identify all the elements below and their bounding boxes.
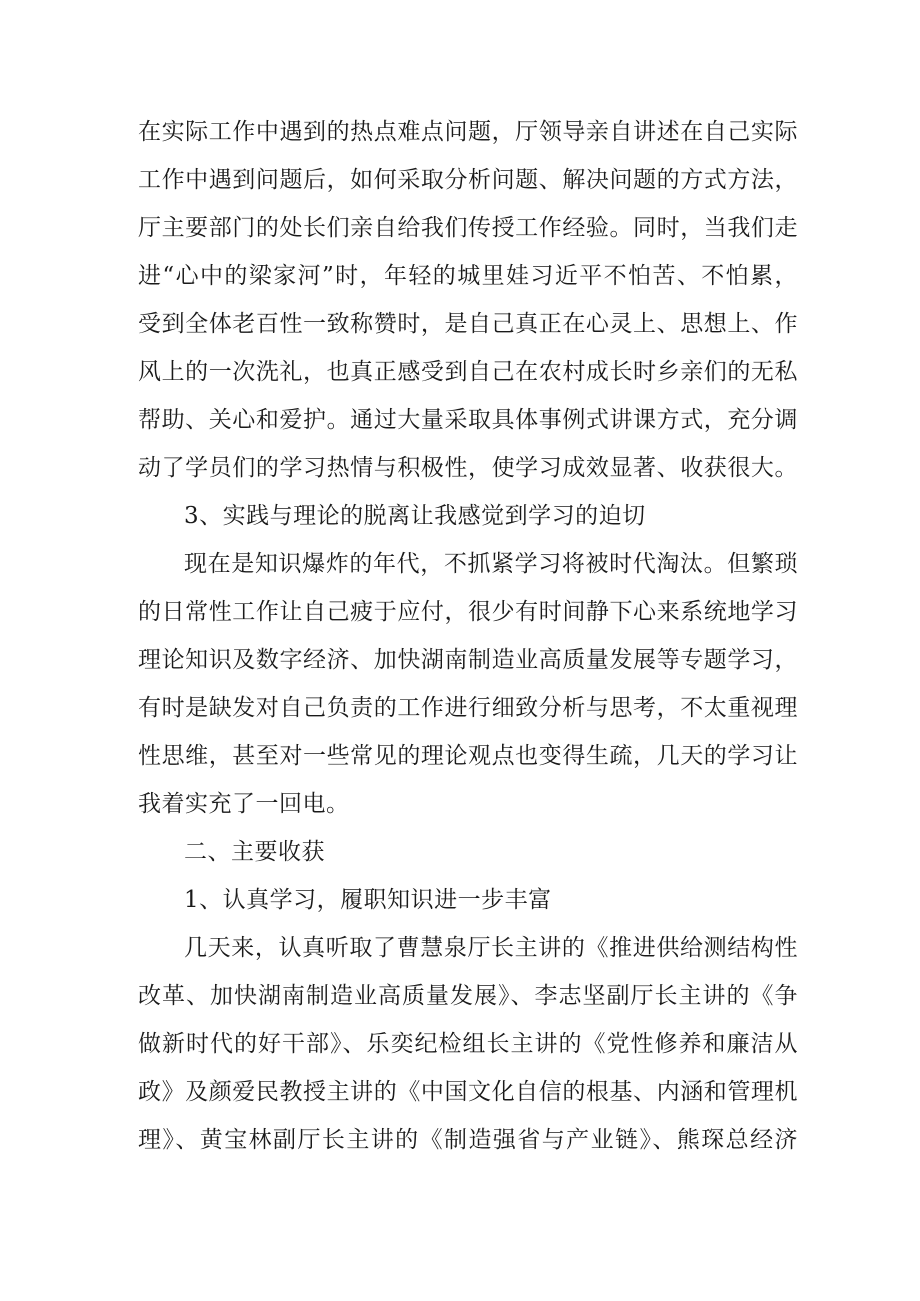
text-line: 做新时代的好干部》、乐奕纪检组长主讲的《党性修养和廉洁从 xyxy=(138,1031,798,1057)
text-line: 理》、黄宝林副厅长主讲的《制造强省与产业链》、熊琛总经济 xyxy=(138,1127,798,1153)
subsection-heading: 3、实践与理论的脱离让我感觉到学习的迫切 xyxy=(184,503,646,529)
text-line: 工作中遇到问题后，如何采取分析问题、解决问题的方式方法， xyxy=(138,167,798,193)
text-line: 受到全体老百性一致称赞时，是自己真正在心灵上、思想上、作 xyxy=(138,311,798,337)
text-line: 有时是缺发对自己负责的工作进行细致分析与思考，不太重视理 xyxy=(138,695,798,721)
text-line: 的日常性工作让自己疲于应付，很少有时间静下心来系统地学习 xyxy=(138,599,798,625)
text-line: 理论知识及数字经济、加快湖南制造业高质量发展等专题学习， xyxy=(138,647,798,673)
paragraph-first-line: 现在是知识爆炸的年代，不抓紧学习将被时代淘汰。但繁琐 xyxy=(184,551,798,577)
text-line: 在实际工作中遇到的热点难点问题，厅领导亲自讲述在自己实际 xyxy=(138,119,798,145)
paragraph-first-line: 几天来，认真听取了曹慧泉厅长主讲的《推进供给测结构性 xyxy=(184,935,798,961)
document-body xyxy=(138,108,798,1164)
text-line: 厅主要部门的处长们亲自给我们传授工作经验。同时，当我们走 xyxy=(138,215,798,241)
text-line: 性思维，甚至对一些常见的理论观点也变得生疏，几天的学习让 xyxy=(138,743,798,769)
text-line: 改革、加快湖南制造业高质量发展》、李志坚副厅长主讲的《争 xyxy=(138,983,798,1009)
text-line-last: 我着实充了一回电。 xyxy=(138,791,350,817)
subsection-heading: 1、认真学习，履职知识进一步丰富 xyxy=(184,887,552,913)
text-line: 帮助、关心和爱护。通过大量采取具体事例式讲课方式，充分调 xyxy=(138,407,798,433)
text-line: 动了学员们的学习热情与积极性，使学习成效显著、收获很大。 xyxy=(138,455,798,481)
section-heading: 二、主要收获 xyxy=(184,839,325,865)
text-line: 进“心中的梁家河”时，年轻的城里娃习近平不怕苦、不怕累， xyxy=(138,263,798,289)
text-line: 政》及颜爱民教授主讲的《中国文化自信的根基、内涵和管理机 xyxy=(138,1079,798,1105)
text-line: 风上的一次洗礼，也真正感受到自己在农村成长时乡亲们的无私 xyxy=(138,359,798,385)
